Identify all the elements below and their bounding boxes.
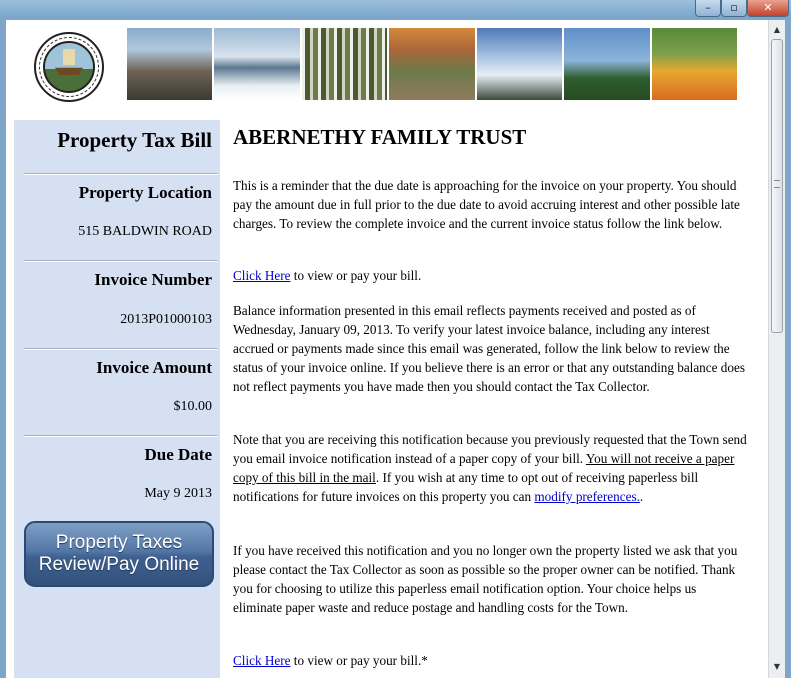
photo-park-trees — [564, 28, 651, 100]
review-pay-online-button[interactable] — [24, 521, 214, 587]
email-body — [6, 20, 768, 678]
seal-ring — [39, 37, 99, 97]
click-here-link-bottom[interactable]: Click Here — [233, 653, 291, 668]
click-here-link[interactable]: Click Here — [233, 268, 291, 283]
invoice-number-label: Invoice Number — [94, 270, 212, 289]
invoice-amount-value: $10.00 — [173, 399, 212, 414]
divider — [24, 173, 218, 175]
sidebar-title: Property Tax Bill — [57, 128, 212, 152]
paperless-text-mid: . If you wish at any time to opt out of receiving paperless bill notifications for future invoices on this property you can — [233, 470, 699, 504]
click-here-text-bottom: to view or pay your bill.* — [290, 653, 428, 668]
property-location-label: Property Location — [78, 183, 212, 202]
owner-heading: ABERNETHY FAMILY TRUST — [233, 125, 527, 149]
header-banner — [6, 20, 768, 120]
message-content — [233, 120, 753, 678]
modify-preferences-link[interactable]: modify preferences. — [534, 489, 640, 504]
divider — [24, 348, 218, 350]
scroll-up-arrow-icon[interactable]: ▲ — [773, 25, 781, 34]
email-window — [6, 20, 785, 678]
click-here-paragraph-bottom — [233, 651, 748, 670]
paperless-text-start: Note that you are receiving this notification because you previously requested that the Town send you email invoice notification instead of a paper copy of your bill. — [233, 432, 747, 466]
button-line-1: Property Taxes — [55, 532, 183, 553]
maximize-button[interactable]: ▫ — [721, 0, 747, 17]
divider — [24, 435, 218, 437]
paperless-paragraph — [233, 430, 748, 506]
paperless-text-end: . — [639, 489, 644, 504]
due-date-value: May 9 2013 — [144, 486, 212, 501]
scrollbar-grip-icon — [774, 180, 780, 188]
reminder-paragraph: This is a reminder that the due date is approaching for the invoice on your property. You should pay the amount due in full prior to the due date to avoid accruing interest and other possible late charges. To review the complete invoice and the current invoice status follow the link below. — [233, 178, 740, 231]
bill-summary-sidebar — [14, 120, 220, 678]
photo-snowy-mountains — [477, 28, 564, 100]
photo-flower-garden — [652, 28, 737, 100]
click-here-paragraph — [233, 266, 748, 285]
click-here-text: to view or pay your bill. — [290, 268, 422, 283]
photo-birch-trees — [302, 28, 389, 100]
photo-winter-lake — [214, 28, 301, 100]
window-titlebar — [0, 0, 791, 18]
balance-paragraph: Balance information presented in this email reflects payments received and posted as of Wednesday, January 09, 2013. To verify your latest invoice balance, including any interest accrued or payments made since this email was generated, follow the link below to review the status of your invoice online. If you believe there is an error or that any outstanding balance does not reflect payments you have made then you should contact the Tax Collector. — [233, 303, 745, 394]
close-button[interactable]: ✕ — [747, 0, 789, 17]
photo-autumn-path — [389, 28, 476, 100]
invoice-amount-label: Invoice Amount — [96, 358, 212, 377]
ownership-paragraph: If you have received this notification and you no longer own the property listed we ask that you please contact the Tax Collector as soon as possible so the proper owner can be notified. Thank you for choosing to utilize this paperless email notification option. Your choice helps us eliminate paper waste and reduce postage and handling costs for the Town. — [233, 543, 738, 615]
scroll-down-arrow-icon[interactable]: ▼ — [773, 662, 781, 671]
photo-mountain-profile — [127, 28, 214, 100]
button-line-2: Review/Pay Online — [38, 554, 200, 575]
due-date-label: Due Date — [144, 445, 212, 464]
property-location-value: 515 BALDWIN ROAD — [78, 224, 212, 239]
divider — [24, 260, 218, 262]
scrollbar-thumb[interactable] — [771, 39, 783, 333]
minimize-button[interactable]: – — [695, 0, 721, 17]
vertical-scrollbar[interactable] — [768, 20, 785, 678]
invoice-number-value: 2013P01000103 — [120, 312, 212, 327]
no-paper-copy-notice: You will not receive a paper copy of this bill in the mail — [233, 451, 735, 485]
photo-strip — [127, 28, 737, 100]
state-seal-icon — [34, 32, 104, 102]
